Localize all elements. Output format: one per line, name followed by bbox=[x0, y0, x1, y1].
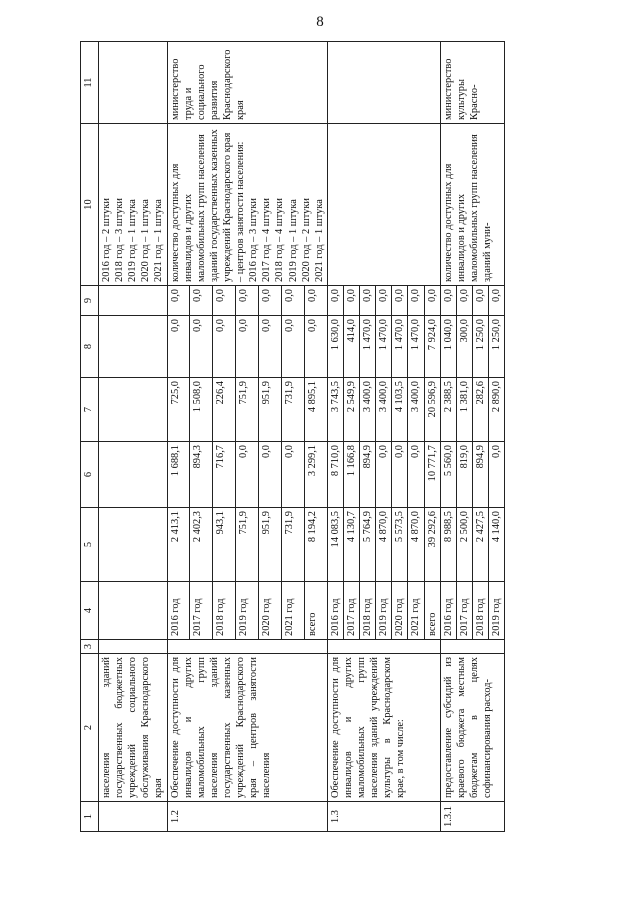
amount-col6: 0,0 bbox=[236, 442, 259, 508]
total-amount: 2 500,0 bbox=[456, 508, 472, 582]
column-header: 4 bbox=[81, 582, 99, 640]
year-label: 2020 год bbox=[392, 582, 408, 640]
amount-col7: 282,6 bbox=[472, 378, 488, 442]
amount-col6: 0,0 bbox=[376, 442, 392, 508]
empty-cell bbox=[167, 640, 327, 654]
year-label: 2017 год bbox=[190, 582, 213, 640]
total-amount: 751,9 bbox=[236, 508, 259, 582]
amount-col6: 8 710,0 bbox=[327, 442, 343, 508]
year-label: всего bbox=[304, 582, 327, 640]
amount-col9: 0,0 bbox=[259, 286, 282, 316]
row-number: 1.3.1 bbox=[440, 802, 504, 832]
amount-col6: 894,9 bbox=[360, 442, 376, 508]
amount-col6: 0,0 bbox=[282, 442, 305, 508]
empty-cell bbox=[99, 442, 168, 508]
column-header: 2 bbox=[81, 654, 99, 802]
amount-col8: 0,0 bbox=[213, 316, 236, 378]
amount-col8: 1 250,0 bbox=[472, 316, 488, 378]
table-row bbox=[440, 42, 456, 832]
amount-col7: 3 400,0 bbox=[408, 378, 424, 442]
continuation-row bbox=[99, 42, 168, 832]
executor: министерство культуры Красно- bbox=[440, 42, 504, 124]
year-label: 2017 год bbox=[456, 582, 472, 640]
total-amount: 5 764,9 bbox=[360, 508, 376, 582]
measure-name: Обеспечение доступности для инвалидов и других маломобильных групп населения зданий учреждений культуры в Краснодарском крае, в том числе: bbox=[327, 654, 440, 802]
amount-col8: 414,0 bbox=[343, 316, 359, 378]
empty-cell bbox=[440, 640, 504, 654]
amount-col9: 0,0 bbox=[472, 286, 488, 316]
amount-col6: 1 688,1 bbox=[167, 442, 190, 508]
column-header: 5 bbox=[81, 508, 99, 582]
column-number-row bbox=[81, 42, 99, 832]
year-label: 2017 год bbox=[343, 582, 359, 640]
amount-col7: 3 400,0 bbox=[376, 378, 392, 442]
amount-col9: 0,0 bbox=[376, 286, 392, 316]
year-label: 2018 год bbox=[213, 582, 236, 640]
year-label: 2016 год bbox=[440, 582, 456, 640]
total-amount: 951,9 bbox=[259, 508, 282, 582]
year-label: 2016 год bbox=[327, 582, 343, 640]
amount-col7: 4 103,5 bbox=[392, 378, 408, 442]
total-amount: 5 573,5 bbox=[392, 508, 408, 582]
amount-col7: 3 743,5 bbox=[327, 378, 343, 442]
empty-cell bbox=[99, 316, 168, 378]
continuation-text: населения зданий государственных бюджетных учреждений социального обслуживания Краснодарского края bbox=[99, 654, 168, 802]
amount-col8: 0,0 bbox=[190, 316, 213, 378]
column-header: 6 bbox=[81, 442, 99, 508]
amount-col9: 0,0 bbox=[213, 286, 236, 316]
amount-col9: 0,0 bbox=[327, 286, 343, 316]
amount-col9: 0,0 bbox=[236, 286, 259, 316]
amount-col7: 725,0 bbox=[167, 378, 190, 442]
total-amount: 4 130,7 bbox=[343, 508, 359, 582]
column-header: 8 bbox=[81, 316, 99, 378]
empty-cell bbox=[327, 640, 440, 654]
year-label: 2016 год bbox=[167, 582, 190, 640]
amount-col7: 2 549,9 bbox=[343, 378, 359, 442]
total-amount: 731,9 bbox=[282, 508, 305, 582]
amount-col7: 1 381,0 bbox=[456, 378, 472, 442]
year-label: 2018 год bbox=[360, 582, 376, 640]
result-indicator: количество доступных для инвалидов и других маломобильных групп населения зданий муни- bbox=[440, 124, 504, 286]
total-amount: 8 988,5 bbox=[440, 508, 456, 582]
column-header: 11 bbox=[81, 42, 99, 124]
amount-col6: 894,9 bbox=[472, 442, 488, 508]
program-table bbox=[80, 41, 505, 832]
executor: министерство труда и социального развития Краснодарского края bbox=[167, 42, 327, 124]
amount-col7: 20 596,9 bbox=[424, 378, 440, 442]
year-label: 2019 год bbox=[376, 582, 392, 640]
total-amount: 2 402,3 bbox=[190, 508, 213, 582]
column-header: 3 bbox=[81, 640, 99, 654]
amount-col8: 1 040,0 bbox=[440, 316, 456, 378]
amount-col8: 1 470,0 bbox=[408, 316, 424, 378]
amount-col8: 1 470,0 bbox=[392, 316, 408, 378]
empty-cell bbox=[99, 640, 168, 654]
empty-cell bbox=[99, 42, 168, 124]
year-label: 2021 год bbox=[282, 582, 305, 640]
empty-cell bbox=[99, 286, 168, 316]
amount-col6: 5 560,0 bbox=[440, 442, 456, 508]
amount-col8: 0,0 bbox=[282, 316, 305, 378]
amount-col9: 0,0 bbox=[343, 286, 359, 316]
measure-name: Обеспечение доступности для инвалидов и других маломобильных групп населения зданий государственных казенных учреждений Краснодарского края – центров занятости населения bbox=[167, 654, 327, 802]
amount-col8: 0,0 bbox=[236, 316, 259, 378]
empty-cell bbox=[99, 582, 168, 640]
amount-col6: 716,7 bbox=[213, 442, 236, 508]
year-label: 2020 год bbox=[259, 582, 282, 640]
total-amount: 4 140,0 bbox=[488, 508, 504, 582]
amount-col8: 0,0 bbox=[304, 316, 327, 378]
amount-col6: 0,0 bbox=[259, 442, 282, 508]
amount-col7: 3 400,0 bbox=[360, 378, 376, 442]
amount-col9: 0,0 bbox=[456, 286, 472, 316]
amount-col8: 0,0 bbox=[259, 316, 282, 378]
total-amount: 4 870,0 bbox=[376, 508, 392, 582]
amount-col9: 0,0 bbox=[360, 286, 376, 316]
amount-col9: 0,0 bbox=[392, 286, 408, 316]
amount-col7: 951,9 bbox=[259, 378, 282, 442]
amount-col9: 0,0 bbox=[440, 286, 456, 316]
result-indicator: количество доступных для инвалидов и других маломобильных групп населения зданий государственных казенных учреждений Краснодарского края – центров занятости населения: 2016 год – 3 штуки 2017 год – 4 штуки 2018 год – 4 штуки 2019 год – 1 штука 2020 год – 2 штуки 2021 год – 1 штука bbox=[167, 124, 327, 286]
amount-col6: 0,0 bbox=[408, 442, 424, 508]
amount-col6: 3 299,1 bbox=[304, 442, 327, 508]
column-header: 1 bbox=[81, 802, 99, 832]
amount-col9: 0,0 bbox=[282, 286, 305, 316]
amount-col9: 0,0 bbox=[190, 286, 213, 316]
page-number: 8 bbox=[316, 14, 324, 30]
total-amount: 2 413,1 bbox=[167, 508, 190, 582]
amount-col7: 1 508,0 bbox=[190, 378, 213, 442]
amount-col6: 819,0 bbox=[456, 442, 472, 508]
amount-col8: 1 470,0 bbox=[360, 316, 376, 378]
amount-col9: 0,0 bbox=[304, 286, 327, 316]
year-label: 2019 год bbox=[236, 582, 259, 640]
amount-col9: 0,0 bbox=[424, 286, 440, 316]
continuation-indicator: 2016 год – 2 штуки 2018 год – 3 штуки 2019 год – 1 штука 2020 год – 1 штука 2021 год – 1 штука bbox=[99, 124, 168, 286]
result-indicator bbox=[327, 124, 440, 286]
year-label: 2021 год bbox=[408, 582, 424, 640]
table-row bbox=[327, 42, 343, 832]
total-amount: 943,1 bbox=[213, 508, 236, 582]
row-number bbox=[99, 802, 168, 832]
table-row bbox=[167, 42, 190, 832]
total-amount: 14 083,5 bbox=[327, 508, 343, 582]
column-header: 7 bbox=[81, 378, 99, 442]
total-amount: 39 292,6 bbox=[424, 508, 440, 582]
amount-col6: 0,0 bbox=[488, 442, 504, 508]
amount-col7: 226,4 bbox=[213, 378, 236, 442]
amount-col9: 0,0 bbox=[488, 286, 504, 316]
rotated-page bbox=[80, 42, 590, 832]
amount-col7: 2 890,0 bbox=[488, 378, 504, 442]
amount-col8: 1 630,0 bbox=[327, 316, 343, 378]
amount-col6: 894,3 bbox=[190, 442, 213, 508]
amount-col6: 10 771,7 bbox=[424, 442, 440, 508]
amount-col6: 1 166,8 bbox=[343, 442, 359, 508]
amount-col9: 0,0 bbox=[408, 286, 424, 316]
year-label: всего bbox=[424, 582, 440, 640]
total-amount: 4 870,0 bbox=[408, 508, 424, 582]
amount-col7: 2 388,5 bbox=[440, 378, 456, 442]
total-amount: 2 427,5 bbox=[472, 508, 488, 582]
column-header: 10 bbox=[81, 124, 99, 286]
total-amount: 8 194,2 bbox=[304, 508, 327, 582]
row-number: 1.3 bbox=[327, 802, 440, 832]
row-number: 1.2 bbox=[167, 802, 327, 832]
empty-cell bbox=[99, 378, 168, 442]
amount-col8: 1 470,0 bbox=[376, 316, 392, 378]
amount-col9: 0,0 bbox=[167, 286, 190, 316]
measure-name: предоставление субсидий из краевого бюджета местным бюджетам в целях софинансирования расход- bbox=[440, 654, 504, 802]
year-label: 2019 год bbox=[488, 582, 504, 640]
amount-col8: 0,0 bbox=[167, 316, 190, 378]
amount-col7: 4 895,1 bbox=[304, 378, 327, 442]
amount-col8: 1 250,0 bbox=[488, 316, 504, 378]
amount-col8: 300,0 bbox=[456, 316, 472, 378]
amount-col8: 7 924,0 bbox=[424, 316, 440, 378]
amount-col7: 751,9 bbox=[236, 378, 259, 442]
empty-cell bbox=[99, 508, 168, 582]
amount-col6: 0,0 bbox=[392, 442, 408, 508]
column-header: 9 bbox=[81, 286, 99, 316]
year-label: 2018 год bbox=[472, 582, 488, 640]
executor bbox=[327, 42, 440, 124]
amount-col7: 731,9 bbox=[282, 378, 305, 442]
